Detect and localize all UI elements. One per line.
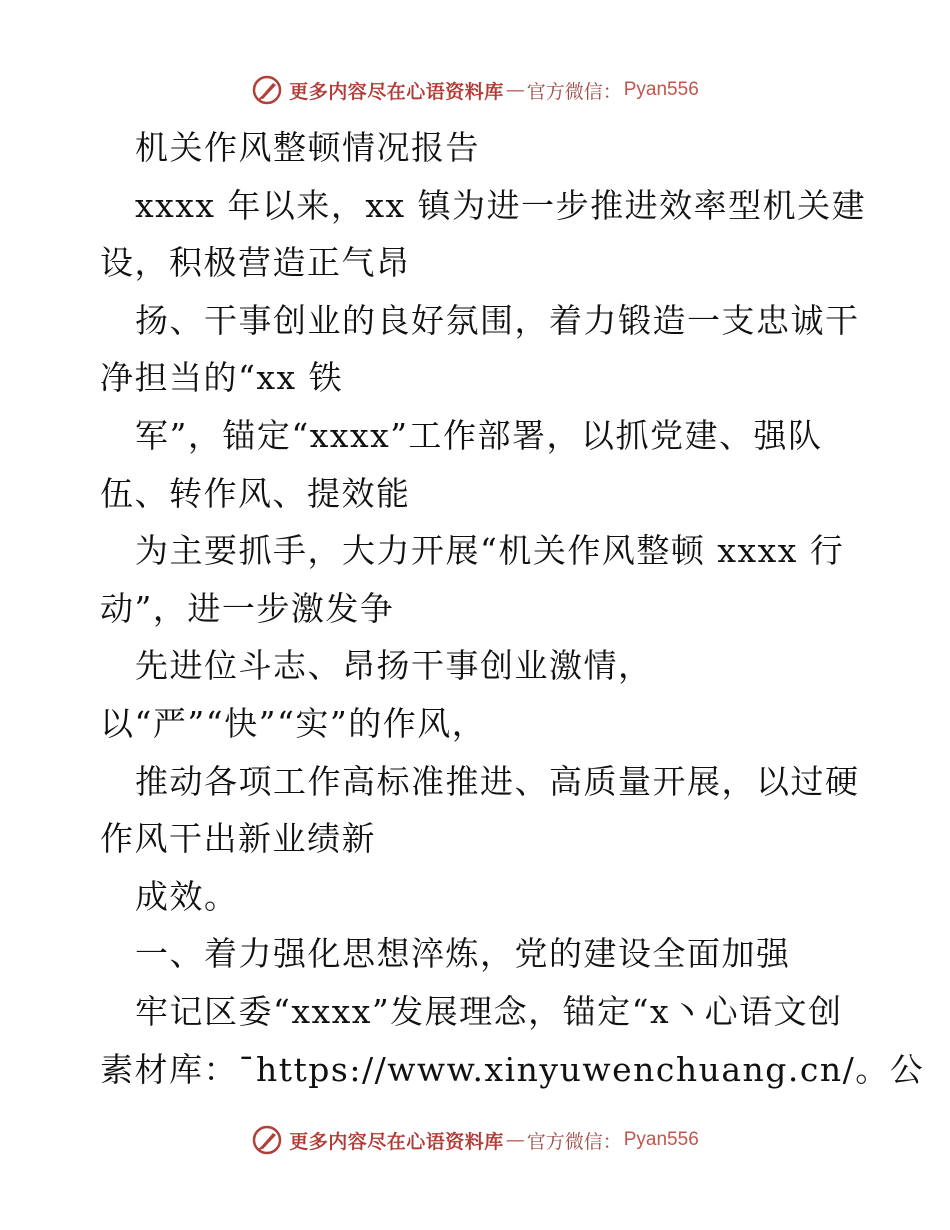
text-line: 素材库：¯https://www.xinyuwenchuang.cn/。公 — [100, 1049, 925, 1089]
text-line: xxxx 年以来，xx 镇为进一步推进效率型机关建 — [135, 185, 867, 225]
text-line: 推动各项工作高标准推进、高质量开展，以过硬 — [135, 761, 860, 801]
watermark-official-label: 官方微信： — [526, 80, 622, 103]
text-line: 为主要抓手，大力开展“机关作风整顿 xxxx 行 — [135, 531, 845, 571]
document-body — [100, 119, 925, 1098]
watermark-brand: 更多内容尽在心语资料库 — [289, 80, 504, 103]
text-line: 伍、转作风、提效能 — [100, 473, 411, 513]
quill-pen-circle-icon — [251, 1124, 283, 1156]
watermark-brand: 更多内容尽在心语资料库 — [289, 1130, 504, 1153]
text-line: 设，积极营造正气昂 — [100, 243, 411, 283]
text-line: 成效。 — [135, 876, 239, 916]
text-line: 作风干出新业绩新 — [100, 819, 376, 859]
document-title: 机关作风整顿情况报告 — [135, 128, 480, 167]
watermark-separator: — — [505, 1129, 525, 1151]
text-line: 先进位斗志、昂扬干事创业激情， — [135, 646, 653, 686]
quill-pen-circle-icon — [251, 74, 283, 106]
watermark-wechat-id: Pyan556 — [623, 1129, 699, 1150]
text-line: 一、着力强化思想淬炼，党的建设全面加强 — [135, 934, 791, 974]
text-line: 牢记区委“xxxx”发展理念，锚定“x丶心语文创 — [135, 991, 843, 1031]
watermark-separator: — — [505, 79, 525, 101]
footer-watermark — [0, 1120, 950, 1160]
text-line: 以“严”“快”“实”的作风， — [100, 703, 487, 743]
text-line: 净担当的“xx 铁 — [100, 358, 344, 398]
watermark-official-label: 官方微信： — [526, 1130, 622, 1153]
text-line: 军”，锚定“xxxx”工作部署，以抓党建、强队 — [135, 415, 823, 455]
text-line: 扬、干事创业的良好氛围，着力锻造一支忠诚干 — [135, 300, 860, 340]
header-watermark — [0, 70, 950, 110]
text-line: 动”，进一步激发争 — [100, 588, 395, 628]
watermark-wechat-id: Pyan556 — [623, 79, 699, 100]
